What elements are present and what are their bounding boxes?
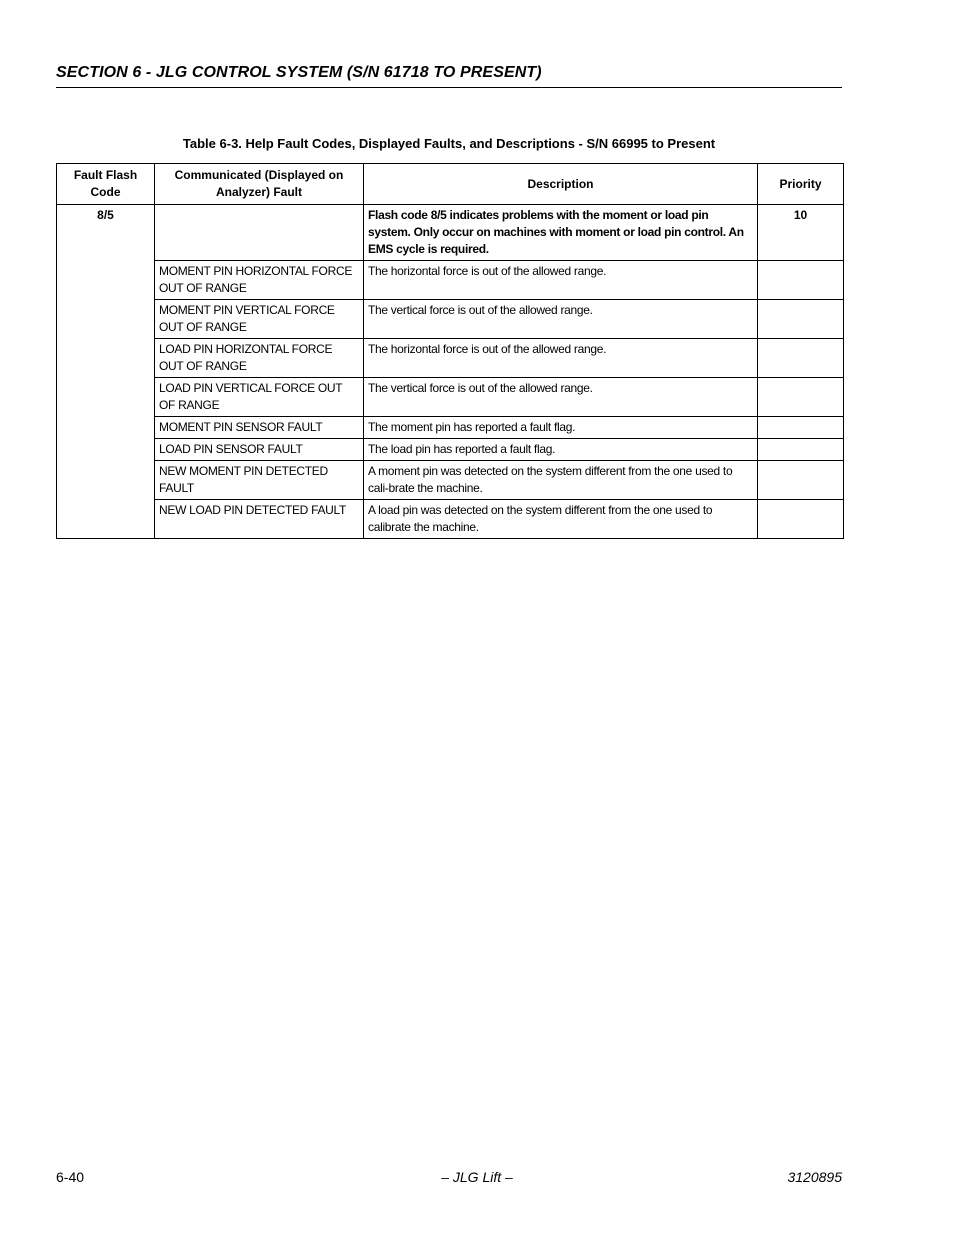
section-header: SECTION 6 - JLG CONTROL SYSTEM (S/N 61718 TO PRESENT) [56,64,842,88]
fault-name: LOAD PIN HORIZONTAL FORCE OUT OF RANGE [155,339,364,378]
fault-description: The moment pin has reported a fault flag. [364,417,758,439]
group-description: Flash code 8/5 indicates problems with the moment or load pin system. Only occur on machines with moment or load pin control. An EMS cycle is required. [364,205,758,261]
fault-name: LOAD PIN SENSOR FAULT [155,439,364,461]
priority-cell-empty [758,461,844,500]
priority-cell-empty [758,500,844,539]
priority-cell-empty [758,261,844,300]
fault-name: MOMENT PIN HORIZONTAL FORCE OUT OF RANGE [155,261,364,300]
priority-cell-empty [758,300,844,339]
footer-brand: – JLG Lift – [441,1169,513,1185]
table-row [57,205,844,261]
table-row [57,461,844,500]
table-row [57,500,844,539]
fault-description: A load pin was detected on the system different from the one used to calibrate the machine. [364,500,758,539]
table-row [57,261,844,300]
table-row [57,339,844,378]
fault-description: The horizontal force is out of the allowed range. [364,261,758,300]
fault-description: The load pin has reported a fault flag. [364,439,758,461]
column-header-communicated-fault: Communicated (Displayed on Analyzer) Fault [155,164,364,205]
fault-description: A moment pin was detected on the system different from the one used to cali-brate the machine. [364,461,758,500]
fault-description: The horizontal force is out of the allowed range. [364,339,758,378]
table-header-row [57,164,844,205]
column-header-priority: Priority [758,164,844,205]
fault-description: The vertical force is out of the allowed range. [364,378,758,417]
page-number: 6-40 [56,1169,85,1185]
fault-name: MOMENT PIN SENSOR FAULT [155,417,364,439]
document-number: 3120895 [787,1169,842,1185]
table-row [57,300,844,339]
fault-description: The vertical force is out of the allowed range. [364,300,758,339]
fault-flash-code: 8/5 [57,205,155,539]
table-row [57,417,844,439]
fault-cell-empty [155,205,364,261]
fault-name: MOMENT PIN VERTICAL FORCE OUT OF RANGE [155,300,364,339]
priority-cell-empty [758,417,844,439]
fault-code-table [56,163,844,539]
fault-name: LOAD PIN VERTICAL FORCE OUT OF RANGE [155,378,364,417]
priority-cell-empty [758,339,844,378]
priority-cell-empty [758,378,844,417]
column-header-fault-flash-code: Fault Flash Code [57,164,155,205]
table-row [57,378,844,417]
column-header-description: Description [364,164,758,205]
table-title: Table 6-3. Help Fault Codes, Displayed Faults, and Descriptions - S/N 66995 to Present [182,136,716,151]
fault-name: NEW LOAD PIN DETECTED FAULT [155,500,364,539]
priority-cell-empty [758,439,844,461]
table-row [57,439,844,461]
fault-name: NEW MOMENT PIN DETECTED FAULT [155,461,364,500]
priority-value: 10 [758,205,844,261]
